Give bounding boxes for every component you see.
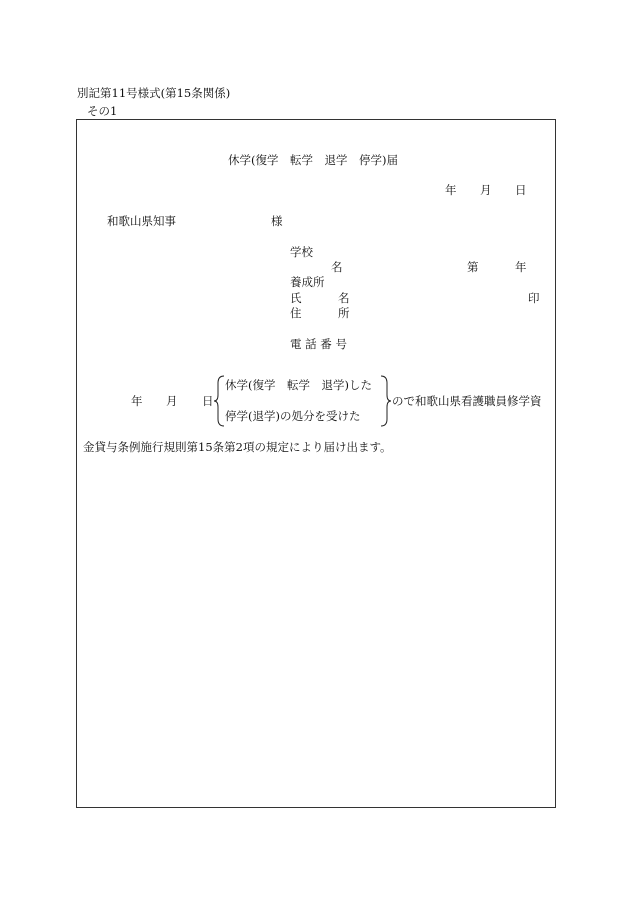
phone-label: 電 話 番 号 — [290, 337, 347, 351]
grade-suffix: 年 — [515, 260, 527, 274]
form-title: 休学(復学 転学 退学 停学)届 — [228, 153, 398, 167]
statement-month: 月 — [166, 394, 178, 408]
right-brace — [380, 375, 392, 427]
date-year-label: 年 — [445, 183, 457, 197]
school-name-label: 名 — [331, 260, 343, 274]
person-name-label-1: 氏 — [290, 291, 302, 305]
left-brace — [213, 375, 225, 427]
training-school-label: 養成所 — [290, 275, 325, 289]
addressee-honorific: 様 — [271, 214, 283, 228]
date-day-label: 日 — [515, 183, 527, 197]
seal-label: 印 — [528, 291, 540, 305]
address-label-1: 住 — [290, 306, 302, 320]
addressee-name: 和歌山県知事 — [107, 214, 176, 228]
statement-option-2: 停学(退学)の処分を受けた — [225, 409, 361, 423]
school-label: 学校 — [290, 245, 313, 259]
statement-continuation: ので和歌山県看護職員修学資 — [392, 394, 542, 408]
form-number: 別記第11号様式(第15条関係) — [77, 86, 231, 100]
statement-year: 年 — [131, 394, 143, 408]
statement-line-2: 金貸与条例施行規則第15条第2項の規定により届け出ます。 — [83, 440, 392, 454]
date-month-label: 月 — [480, 183, 492, 197]
form-sub-number: その1 — [87, 104, 118, 118]
person-name-label-2: 名 — [338, 291, 350, 305]
address-label-2: 所 — [338, 306, 350, 320]
statement-day: 日 — [202, 394, 214, 408]
grade-prefix: 第 — [467, 260, 479, 274]
statement-option-1: 休学(復学 転学 退学)した — [225, 378, 372, 392]
